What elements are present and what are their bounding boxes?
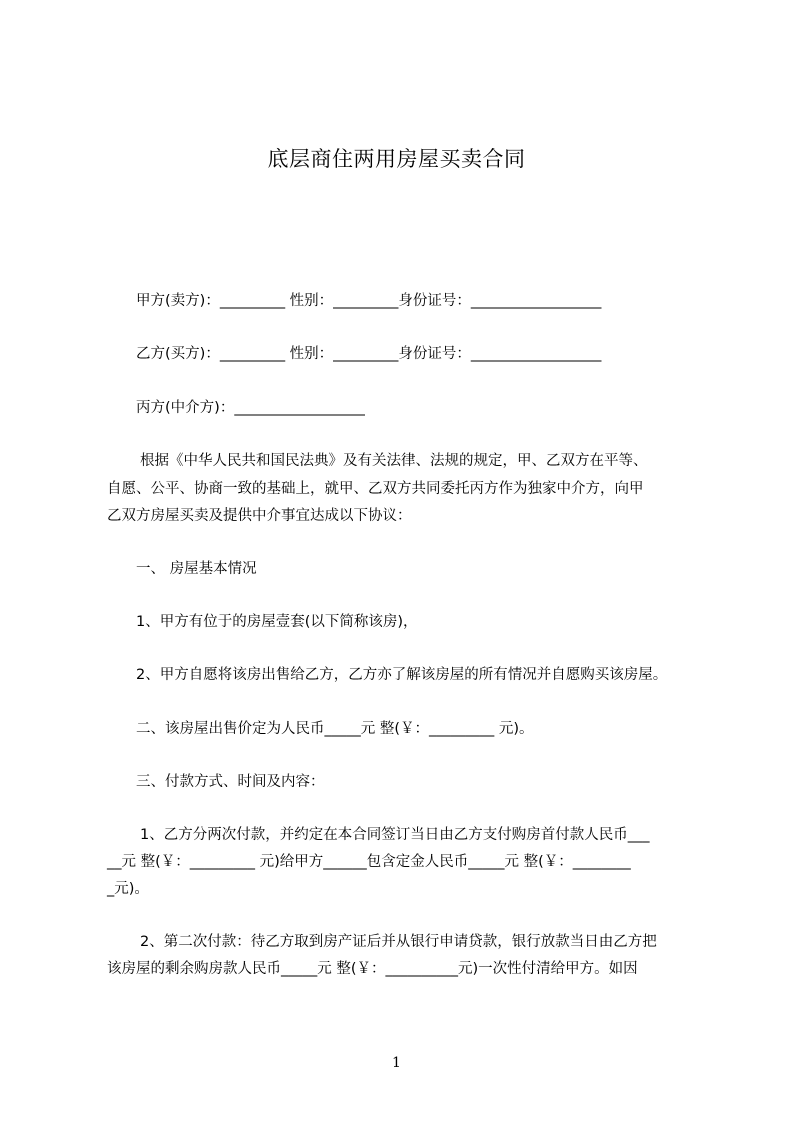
section-3-heading: 三、付款方式、时间及内容： — [136, 774, 325, 790]
party-b-line: 乙方(买方)：_________ 性别：_________身份证号：__________________ — [136, 346, 602, 362]
page-number: 1 — [392, 1055, 401, 1071]
section-1-item-1: 1、甲方有位于的房屋壹套(以下简称该房)， — [136, 614, 418, 630]
page-title: 底层商住两用房屋买卖合同 — [267, 147, 526, 171]
party-c-line: 丙方(中介方)：__________________ — [136, 400, 365, 416]
section-3-item-1-line-2: __元 整(￥：_________ 元)给甲方______包含定金人民币_____元 整(￥：________ — [107, 854, 631, 870]
section-3-item-1-line-3: _元)。 — [107, 881, 149, 897]
section-1-heading: 一、 房屋基本情况 — [136, 561, 257, 577]
section-3-item-2-line-2: 该房屋的剩余购房款人民币_____元 整(￥：__________元)一次性付清给甲方。如因 — [107, 961, 638, 977]
preamble-line-1: 根据《中华人民共和国民法典》及有关法律、法规的规定，甲、乙双方在平等、 — [140, 453, 648, 469]
section-1-item-2: 2、甲方自愿将该房出售给乙方，乙方亦了解该房屋的所有情况并自愿购买该房屋。 — [136, 667, 668, 683]
section-3-item-1-line-1: 1、乙方分两次付款，并约定在本合同签订当日由乙方支付购房首付款人民币___ — [140, 827, 650, 843]
section-2-price: 二、该房屋出售价定为人民币_____元 整(￥：_________ 元)。 — [136, 721, 534, 737]
preamble-line-2: 自愿、公平、协商一致的基础上，就甲、乙双方共同委托丙方作为独家中介方，向甲 — [107, 481, 644, 497]
section-3-item-2-line-1: 2、第二次付款：待乙方取到房产证后并从银行申请贷款，银行放款当日由乙方把 — [140, 934, 657, 950]
preamble-line-3: 乙双方房屋买卖及提供中介事宜达成以下协议： — [107, 508, 412, 524]
party-a-line: 甲方(卖方)：_________ 性别：_________身份证号：__________________ — [136, 293, 602, 309]
